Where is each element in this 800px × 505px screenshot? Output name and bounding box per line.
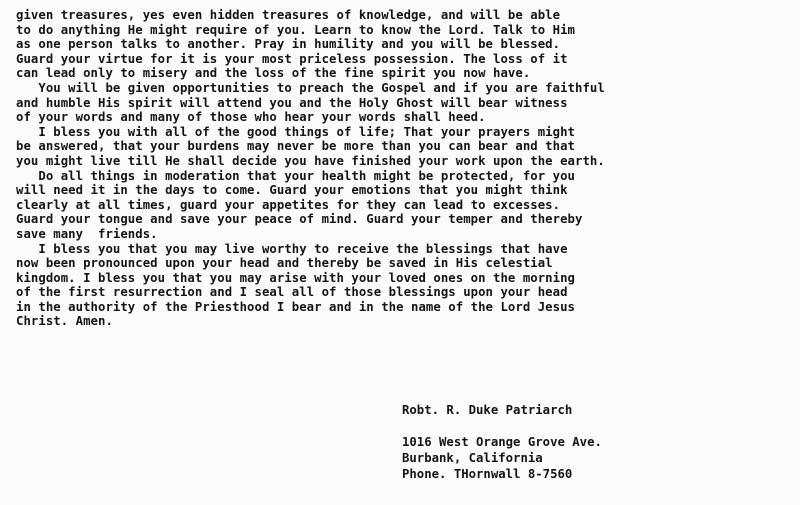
signature-spacer (402, 418, 792, 434)
body-line: as one person talks to another. Pray in humility and you will be blessed. (16, 37, 561, 52)
body-line: Guard your virtue for it is your most priceless possession. The loss of it (16, 51, 568, 66)
body-line: clearly at all times, guard your appetites for they can lead to excesses. (16, 197, 561, 212)
body-line: and humble His spirit will attend you and the Holy Ghost will bear witness (16, 95, 568, 110)
body-line: be answered, that your burdens may never be more than you can bear and that (16, 139, 576, 154)
body-line: I bless you with all of the good things of life; That your prayers might (16, 124, 576, 139)
body-line: can lead only to misery and the loss of the fine spirit you now have. (16, 66, 531, 81)
address-line-city: Burbank, California (402, 451, 543, 465)
body-line: kingdom. I bless you that you may arise with your loved ones on the morning (16, 270, 576, 285)
body-line: of your words and many of those who hear your words shall heed. (16, 110, 486, 125)
body-line: Do all things in moderation that your health might be protected, for you (16, 168, 576, 183)
letter-body (16, 8, 798, 329)
address-line-street: 1016 West Orange Grove Ave. (402, 435, 602, 449)
body-line: Christ. Amen. (16, 314, 113, 329)
body-line: of the first resurrection and I seal all of those blessings upon your head (16, 285, 568, 300)
body-line: will need it in the days to come. Guard your emotions that you might think (16, 183, 568, 198)
body-line: to do anything He might require of you. Learn to know the Lord. Talk to Him (16, 22, 576, 37)
body-line: I bless you that you may live worthy to receive the blessings that have (16, 241, 568, 256)
body-line: you might live till He shall decide you have finished your work upon the earth. (16, 153, 605, 168)
body-line: now been pronounced upon your head and thereby be saved in His celestial (16, 256, 553, 271)
phone-line: Phone. THornwall 8-7560 (402, 467, 573, 481)
body-line: You will be given opportunities to preach the Gospel and if you are faithful (16, 80, 605, 95)
body-line: given treasures, yes even hidden treasures of knowledge, and will be able (16, 8, 561, 22)
signature-block (402, 402, 792, 482)
body-line: in the authority of the Priesthood I bear and in the name of the Lord Jesus (16, 299, 576, 314)
body-line: save many friends. (16, 226, 158, 241)
body-line: Guard your tongue and save your peace of mind. Guard your temper and thereby (16, 212, 583, 227)
signatory-name: Robt. R. Duke Patriarch (402, 403, 573, 417)
